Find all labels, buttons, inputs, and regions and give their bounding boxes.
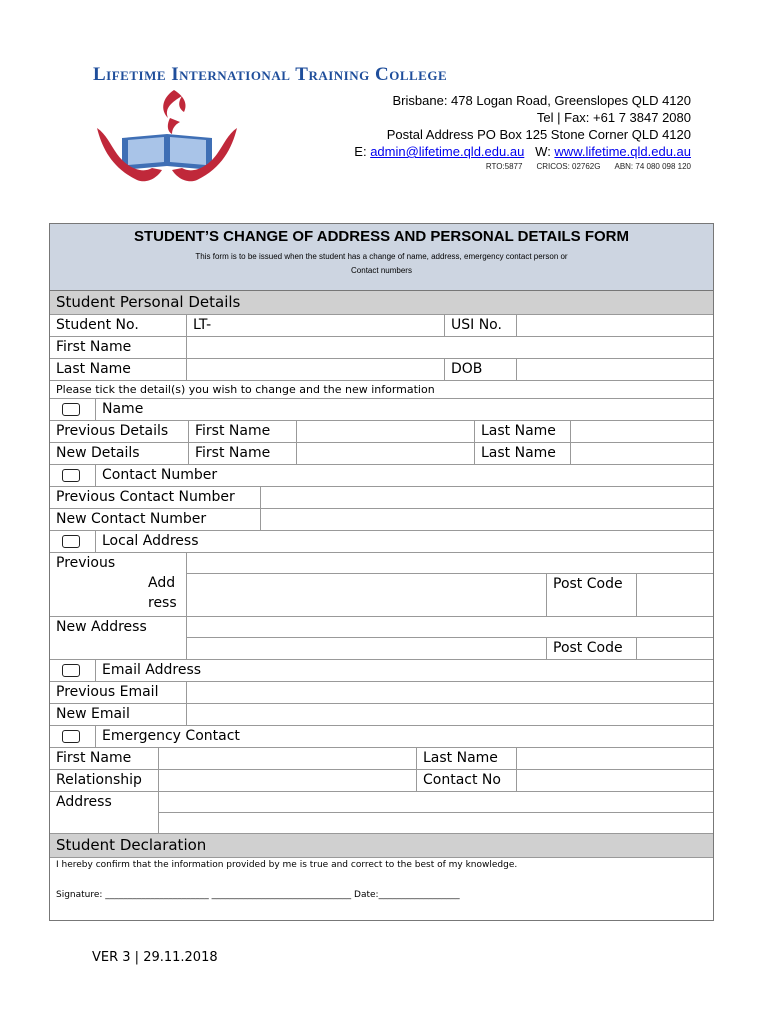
- cricos: CRICOS: 02762G: [536, 162, 601, 171]
- prev-post-code-field[interactable]: [636, 574, 713, 616]
- phone-line: Tel | Fax: +61 7 3847 2080: [536, 110, 691, 125]
- emergency-last-name-label: Last Name: [416, 748, 516, 769]
- subtitle-line-1: This form is to be issued when the student has a change of name, address, emergency contact person or: [195, 252, 568, 261]
- new-address-line1[interactable]: [186, 617, 713, 638]
- emergency-first-name-field[interactable]: [158, 748, 416, 769]
- dob-label: DOB: [444, 359, 516, 380]
- form-title-box: [50, 224, 713, 291]
- dob-field[interactable]: [516, 359, 713, 380]
- college-name: Lifetime International Training College: [93, 64, 448, 85]
- emergency-last-name-field[interactable]: [516, 748, 713, 769]
- row-name-option: [50, 399, 713, 421]
- subtitle-line-2: Contact numbers: [351, 266, 412, 275]
- email-checkbox-cell: [50, 660, 90, 681]
- row-new-email: [50, 704, 713, 726]
- row-email-option: [50, 660, 713, 682]
- new-contact-label: New Contact Number: [56, 511, 207, 527]
- previous-address-label: [50, 553, 186, 616]
- email-web-line: [354, 143, 691, 160]
- relationship-field[interactable]: [158, 770, 416, 791]
- local-address-checkbox[interactable]: [62, 535, 80, 548]
- declaration-title: Student Declaration: [56, 836, 207, 854]
- new-last-name-label: Last Name: [474, 443, 570, 464]
- email-option-label: Email Address: [95, 660, 713, 681]
- prev-first-name-label: First Name: [188, 421, 296, 442]
- usi-no-label: USI No.: [444, 315, 516, 336]
- previous-details-label: Previous Details: [56, 423, 169, 439]
- email-checkbox[interactable]: [62, 664, 80, 677]
- new-post-code-label: Post Code: [546, 638, 636, 659]
- row-student-no: [50, 315, 713, 337]
- web-prefix: W:: [535, 144, 555, 159]
- rto: RTO:5877: [485, 162, 523, 171]
- last-name-label: Last Name: [56, 361, 131, 377]
- name-checkbox-cell: [50, 399, 90, 420]
- new-first-name-label: First Name: [188, 443, 296, 464]
- declaration-text: I hereby confirm that the information provided by me is true and correct to the best of my knowledge.: [56, 860, 518, 870]
- college-logo: [92, 88, 242, 188]
- contact-checkbox-cell: [50, 465, 90, 486]
- emergency-checkbox[interactable]: [62, 730, 80, 743]
- emergency-address-line1[interactable]: [158, 792, 713, 813]
- row-last-name: [50, 359, 713, 381]
- row-emergency-name: [50, 748, 713, 770]
- prev-first-name-field[interactable]: [296, 421, 474, 442]
- previous-address-line2[interactable]: [186, 574, 546, 616]
- ress-label: ress: [148, 595, 177, 611]
- row-emergency-option: [50, 726, 713, 748]
- new-details-label: New Details: [56, 445, 140, 461]
- row-new-details: [50, 443, 713, 465]
- student-no-label: Student No.: [56, 317, 139, 333]
- first-name-field[interactable]: [186, 337, 713, 358]
- email-link[interactable]: admin@lifetime.qld.edu.au: [370, 144, 525, 159]
- new-last-name-field[interactable]: [570, 443, 713, 464]
- previous-contact-label: Previous Contact Number: [56, 489, 235, 505]
- new-address-line2[interactable]: [186, 638, 546, 659]
- row-relationship: [50, 770, 713, 792]
- row-new-address: [50, 617, 713, 660]
- tick-instruction: Please tick the detail(s) you wish to change and the new information: [56, 383, 435, 396]
- prev-post-code-label: Post Code: [546, 574, 636, 616]
- section-declaration: [50, 834, 713, 858]
- contact-checkbox[interactable]: [62, 469, 80, 482]
- contact-option-label: Contact Number: [95, 465, 713, 486]
- last-name-field[interactable]: [186, 359, 444, 380]
- new-email-field[interactable]: [186, 704, 713, 725]
- version-footer: VER 3 | 29.11.2018: [92, 950, 218, 965]
- row-local-address-option: [50, 531, 713, 553]
- previous-email-label: Previous Email: [56, 684, 159, 700]
- emergency-address-line2[interactable]: [158, 813, 713, 833]
- previous-label: Previous: [56, 555, 116, 571]
- emergency-option-label: Emergency Contact: [95, 726, 713, 747]
- usi-no-field[interactable]: [516, 315, 713, 336]
- change-details-form: [49, 223, 714, 921]
- emergency-first-name-label: First Name: [56, 750, 132, 766]
- first-name-label: First Name: [56, 339, 132, 355]
- prev-last-name-field[interactable]: [570, 421, 713, 442]
- relationship-label: Relationship: [56, 772, 142, 788]
- row-previous-details: [50, 421, 713, 443]
- row-first-name: [50, 337, 713, 359]
- prev-last-name-label: Last Name: [474, 421, 570, 442]
- street-address: Brisbane: 478 Logan Road, Greenslopes QLD 4120: [392, 93, 691, 108]
- row-new-contact: [50, 509, 713, 531]
- row-tick-instruction: [50, 381, 713, 399]
- new-first-name-field[interactable]: [296, 443, 474, 464]
- row-previous-email: [50, 682, 713, 704]
- name-checkbox[interactable]: [62, 403, 80, 416]
- new-post-code-field[interactable]: [636, 638, 713, 659]
- add-label: Add: [148, 575, 176, 591]
- emergency-checkbox-cell: [50, 726, 90, 747]
- section-title: Student Personal Details: [56, 293, 241, 311]
- local-address-option-label: Local Address: [95, 531, 713, 552]
- emergency-contact-no-field[interactable]: [516, 770, 713, 791]
- abn: ABN: 74 080 098 120: [614, 162, 691, 171]
- new-contact-field[interactable]: [260, 509, 713, 530]
- new-email-label: New Email: [56, 706, 130, 722]
- previous-address-line1[interactable]: [186, 553, 713, 574]
- email-prefix: E:: [354, 144, 371, 159]
- emergency-address-label: Address: [56, 794, 112, 810]
- local-address-checkbox-cell: [50, 531, 90, 552]
- section-personal-details: [50, 291, 713, 315]
- row-previous-contact: [50, 487, 713, 509]
- form-subtitle: [50, 250, 713, 278]
- row-previous-address: [50, 553, 713, 617]
- signature-date-line[interactable]: Signature: _______________________ _______________________________ Date:__________________: [56, 890, 460, 900]
- new-address-label: New Address: [56, 619, 147, 635]
- contact-block: [354, 92, 691, 174]
- previous-email-field[interactable]: [186, 682, 713, 703]
- declaration-body: [50, 858, 713, 920]
- previous-contact-field[interactable]: [260, 487, 713, 508]
- registration-line: [354, 160, 691, 174]
- name-option-label: Name: [95, 399, 713, 420]
- postal-address: Postal Address PO Box 125 Stone Corner QLD 4120: [386, 127, 691, 142]
- row-emergency-address: [50, 792, 713, 834]
- website-link[interactable]: www.lifetime.qld.edu.au: [554, 144, 691, 159]
- row-contact-option: [50, 465, 713, 487]
- student-no-field[interactable]: LT-: [186, 315, 444, 336]
- form-title: STUDENT’S CHANGE OF ADDRESS AND PERSONAL DETAILS FORM: [133, 228, 630, 245]
- emergency-contact-no-label: Contact No: [416, 770, 516, 791]
